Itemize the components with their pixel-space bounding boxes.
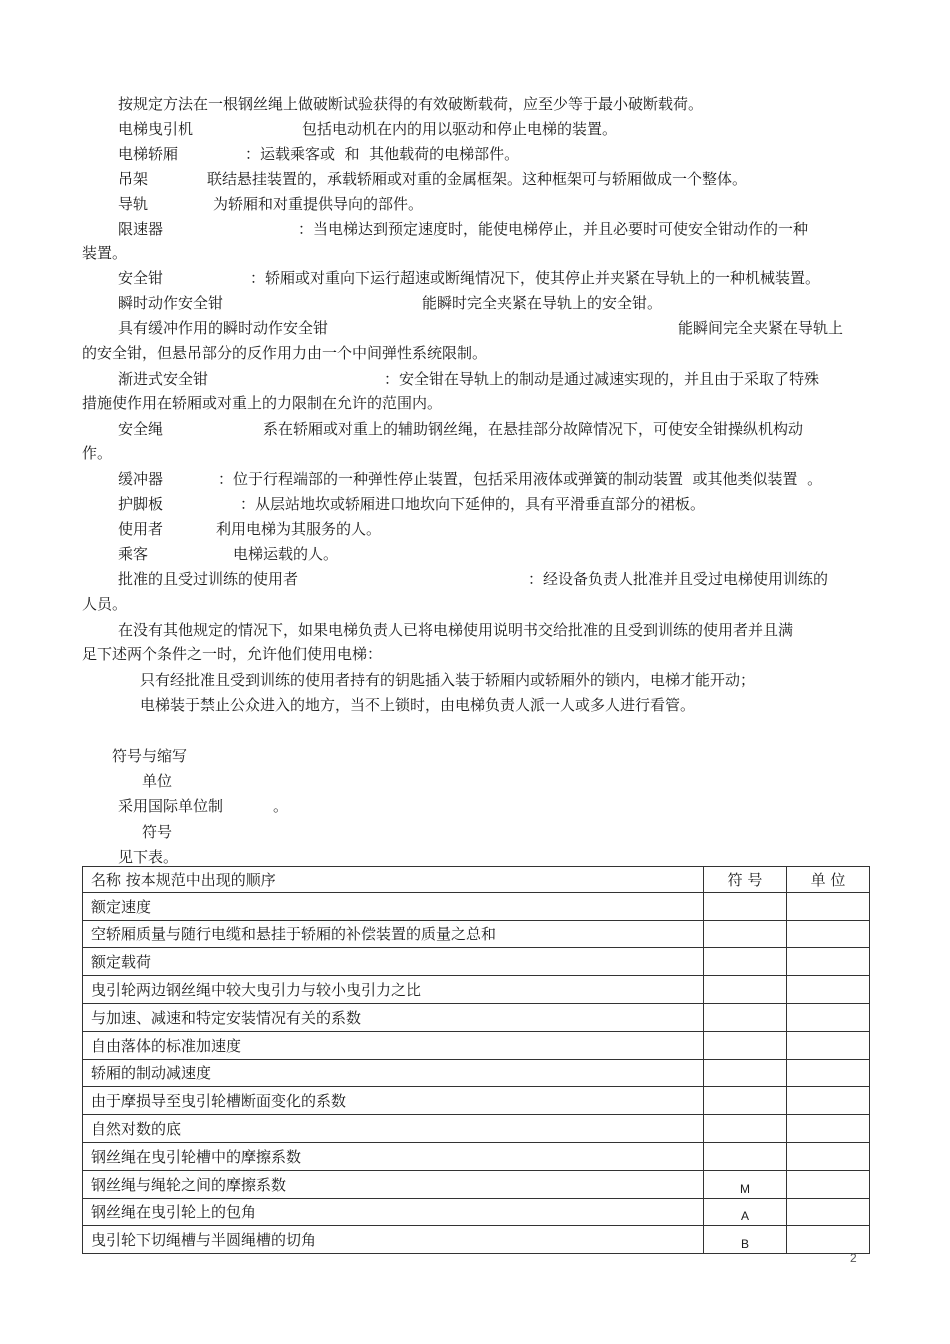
table-row [83, 1031, 870, 1059]
term-user: 使用者 [118, 520, 164, 538]
row-unit [787, 1198, 870, 1226]
table-header-row [83, 867, 870, 893]
breaking-load-definition: 按规定方法在一根钢丝绳上做破断试验获得的有效破断载荷，应至少等于最小破断载荷。 [118, 95, 704, 113]
def-toe-guard: ：从层站地坎或轿厢进口地坎向下延伸的，具有平滑垂直部分的裙板。 [240, 495, 706, 513]
row-name: 自然对数的底 [83, 1115, 704, 1143]
row-name: 额定载荷 [83, 948, 704, 976]
term-overspeed-governor: 限速器 [118, 220, 164, 238]
row-unit [787, 892, 870, 920]
term-safety-gear: 安全钳 [118, 269, 164, 287]
conditions-intro: 在没有其他规定的情况下，如果电梯负责人已将电梯使用说明书交给批准的且受到训练的使用者并且满 [118, 621, 794, 639]
units-text: 采用国际单位制 [118, 797, 224, 815]
table-row [83, 1059, 870, 1087]
table-row [83, 1226, 870, 1254]
def-passenger: 电梯运载的人。 [233, 545, 339, 563]
term-car: 电梯轿厢 [118, 145, 179, 163]
symbols-table [82, 866, 870, 1254]
table-row [83, 1003, 870, 1031]
def-progressive-safety-gear-cont: 措施使作用在轿厢或对重上的力限制在允许的范围内。 [82, 394, 443, 412]
term-safety-rope: 安全绳 [118, 420, 164, 438]
row-name: 自由落体的标准加速度 [83, 1031, 704, 1059]
units-heading: 单位 [142, 772, 173, 790]
table-row [83, 1142, 870, 1170]
symbols-subheading: 符号 [142, 823, 173, 841]
def-buffer: ：位于行程端部的一种弹性停止装置，包括采用液体或弹簧的制动装置 或其他类似装置 。 [218, 470, 823, 488]
header-unit: 单 位 [787, 867, 870, 893]
row-unit [787, 1115, 870, 1143]
term-buffer: 缓冲器 [118, 470, 164, 488]
term-traction-machine: 电梯曳引机 [118, 120, 194, 138]
row-name: 曳引轮两边钢丝绳中较大曳引力与较小曳引力之比 [83, 976, 704, 1004]
row-symbol [704, 1115, 787, 1143]
row-symbol [704, 1003, 787, 1031]
row-unit [787, 1031, 870, 1059]
term-passenger: 乘客 [118, 545, 149, 563]
header-name: 名称 按本规范中出现的顺序 [83, 867, 704, 893]
table-row [83, 920, 870, 948]
page-number: 2 [850, 1251, 857, 1265]
row-unit [787, 920, 870, 948]
term-guide-rail: 导轨 [118, 195, 149, 213]
row-unit [787, 1087, 870, 1115]
term-toe-guard: 护脚板 [118, 495, 164, 513]
units-period: 。 [273, 797, 289, 815]
table-row [83, 1170, 870, 1198]
row-symbol [704, 1087, 787, 1115]
term-sling: 吊架 [118, 170, 149, 188]
term-progressive-safety-gear: 渐进式安全钳 [118, 370, 209, 388]
row-unit [787, 1170, 870, 1198]
row-symbol [704, 892, 787, 920]
def-buffered-instant-safety-gear-cont: 的安全钳，但悬吊部分的反作用力由一个中间弹性系统限制。 [82, 344, 488, 362]
table-row [83, 1087, 870, 1115]
def-sling: 联结悬挂装置的，承载轿厢或对重的金属框架。这种框架可与轿厢做成一个整体。 [207, 170, 748, 188]
row-name: 轿厢的制动减速度 [83, 1059, 704, 1087]
row-unit [787, 948, 870, 976]
table-row [83, 1115, 870, 1143]
row-unit [787, 1142, 870, 1170]
row-symbol: A [704, 1198, 787, 1226]
conditions-intro-cont: 足下述两个条件之一时，允许他们使用电梯： [82, 645, 383, 663]
row-symbol [704, 1031, 787, 1059]
def-progressive-safety-gear: ：安全钳在导轨上的制动是通过减速实现的，并且由于采取了特殊 [384, 370, 820, 388]
def-user: 利用电梯为其服务的人。 [216, 520, 382, 538]
table-row [83, 976, 870, 1004]
table-row [83, 892, 870, 920]
def-buffered-instant-safety-gear: 能瞬间完全夹紧在导轨上 [678, 319, 844, 337]
row-unit [787, 1059, 870, 1087]
term-instant-safety-gear: 瞬时动作安全钳 [118, 294, 224, 312]
row-name: 钢丝绳在曳引轮上的包角 [83, 1198, 704, 1226]
row-name: 额定速度 [83, 892, 704, 920]
def-car: ：运载乘客或 和 其他载荷的电梯部件。 [245, 145, 520, 163]
def-safety-gear: ：轿厢或对重向下运行超速或断绳情况下，使其停止并夹紧在导轨上的一种机械装置。 [250, 269, 821, 287]
row-symbol: M [704, 1170, 787, 1198]
row-name: 钢丝绳与绳轮之间的摩擦系数 [83, 1170, 704, 1198]
def-safety-rope-cont: 作。 [82, 444, 113, 462]
table-row [83, 1198, 870, 1226]
row-name: 与加速、减速和特定安装情况有关的系数 [83, 1003, 704, 1031]
def-overspeed-governor-cont: 装置。 [82, 244, 128, 262]
condition-b: 电梯装于禁止公众进入的地方，当不上锁时，由电梯负责人派一人或多人进行看管。 [140, 696, 696, 714]
row-symbol [704, 1142, 787, 1170]
row-symbol [704, 1059, 787, 1087]
row-unit [787, 1003, 870, 1031]
row-unit [787, 976, 870, 1004]
row-symbol [704, 976, 787, 1004]
def-guide-rail: 为轿厢和对重提供导向的部件。 [213, 195, 424, 213]
term-authorized-user: 批准的且受过训练的使用者 [118, 570, 299, 588]
table-row [83, 948, 870, 976]
row-symbol [704, 948, 787, 976]
row-unit [787, 1226, 870, 1254]
condition-a: 只有经批准且受到训练的使用者持有的钥匙插入装于轿厢内或轿厢外的锁内，电梯才能开动； [140, 671, 756, 689]
symbols-text: 见下表。 [118, 848, 179, 866]
def-authorized-user-cont: 人员。 [82, 595, 128, 613]
term-buffered-instant-safety-gear: 具有缓冲作用的瞬时动作安全钳 [118, 319, 329, 337]
def-instant-safety-gear: 能瞬时完全夹紧在导轨上的安全钳。 [422, 294, 663, 312]
row-name: 钢丝绳在曳引轮槽中的摩擦系数 [83, 1142, 704, 1170]
def-traction-machine: 包括电动机在内的用以驱动和停止电梯的装置。 [302, 120, 618, 138]
row-symbol [704, 920, 787, 948]
header-symbol: 符 号 [704, 867, 787, 893]
row-symbol: B [704, 1226, 787, 1254]
row-name: 曳引轮下切绳槽与半圆绳槽的切角 [83, 1226, 704, 1254]
row-name: 由于摩损导至曳引轮槽断面变化的系数 [83, 1087, 704, 1115]
row-name: 空轿厢质量与随行电缆和悬挂于轿厢的补偿装置的质量之总和 [83, 920, 704, 948]
def-overspeed-governor: ：当电梯达到预定速度时，能使电梯停止，并且必要时可使安全钳动作的一种 [298, 220, 809, 238]
symbols-heading: 符号与缩写 [112, 747, 188, 765]
def-safety-rope: 系在轿厢或对重上的辅助钢丝绳，在悬挂部分故障情况下，可使安全钳操纵机构动 [263, 420, 804, 438]
def-authorized-user: ：经设备负责人批准并且受过电梯使用训练的 [528, 570, 829, 588]
